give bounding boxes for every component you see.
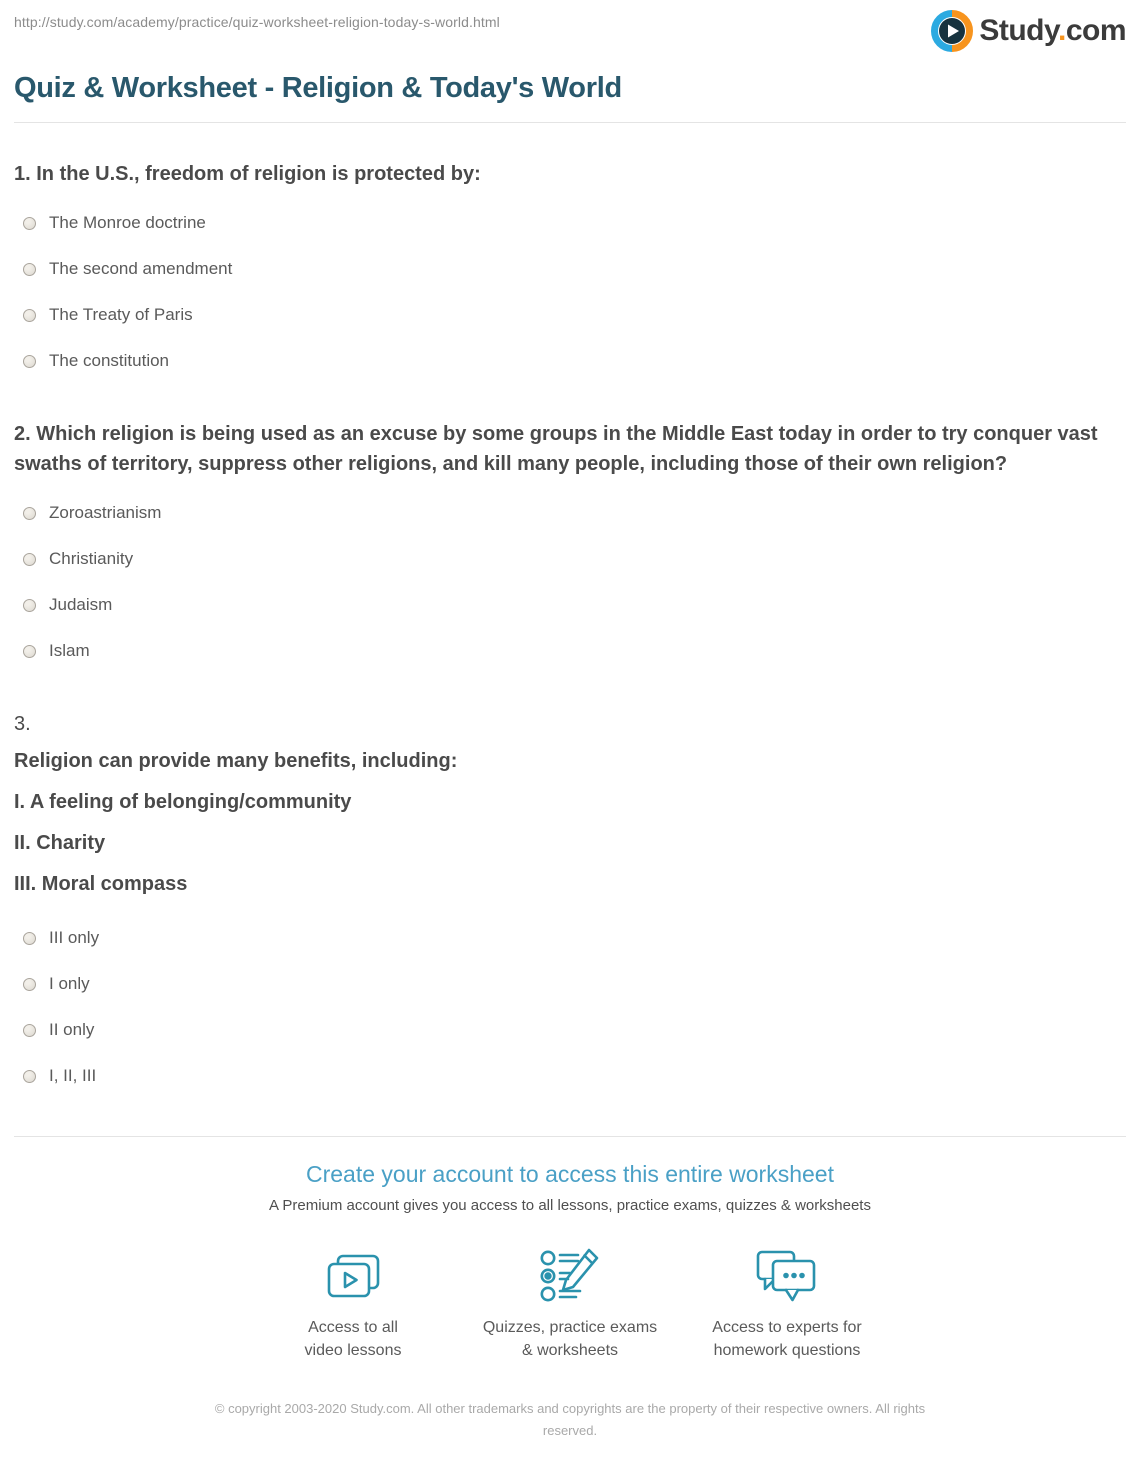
signup-subheading: A Premium account gives you access to all lessons, practice exams, quizzes & worksheets: [269, 1197, 871, 1214]
option-treaty-of-paris[interactable]: [23, 305, 1126, 325]
option-label: The Treaty of Paris: [49, 305, 193, 324]
signup-heading: Create your account to access this entire worksheet: [306, 1161, 834, 1187]
option-zoroastrianism[interactable]: [23, 503, 1126, 523]
footer-divider: [14, 1136, 1126, 1137]
feature-quizzes-worksheets: [462, 1252, 679, 1362]
study-logo-icon: [931, 10, 973, 52]
radio-button[interactable]: [23, 645, 36, 658]
page-title: Quiz & Worksheet - Religion & Today's World: [14, 72, 622, 104]
question-3-item-2: II. Charity: [14, 832, 106, 854]
radio-button[interactable]: [23, 263, 36, 276]
radio-button[interactable]: [23, 507, 36, 520]
option-i-ii-iii[interactable]: [23, 1066, 1126, 1086]
study-logo[interactable]: [931, 10, 1126, 52]
radio-button[interactable]: [23, 932, 36, 945]
radio-button[interactable]: [23, 309, 36, 322]
option-constitution[interactable]: [23, 351, 1126, 371]
option-i-only[interactable]: [23, 974, 1126, 994]
option-label: I only: [49, 974, 90, 993]
option-label: The constitution: [49, 351, 170, 370]
question-3-statement: Religion can provide many benefits, including:: [14, 750, 458, 772]
option-label: The Monroe doctrine: [49, 213, 206, 232]
question-3-options: [14, 928, 1126, 1086]
question-2-options: [14, 503, 1126, 661]
feature-homework-experts: [679, 1252, 896, 1362]
title-divider: [14, 122, 1126, 123]
quiz-worksheet-icon: [539, 1252, 601, 1304]
feature-video-lessons: [245, 1252, 462, 1362]
study-logo-text: Study.com: [979, 14, 1126, 47]
question-1-options: [14, 213, 1126, 371]
question-3-number: 3.: [14, 713, 31, 735]
option-iii-only[interactable]: [23, 928, 1126, 948]
question-3: [14, 709, 1126, 1086]
chat-experts-icon: [756, 1252, 818, 1304]
video-lessons-icon: [325, 1252, 381, 1304]
copyright-notice: © copyright 2003-2020 Study.com. All other trademarks and copyrights are the property of their respective owners. All rights reserved.: [214, 1401, 926, 1438]
feature-label: Access to all video lessons: [304, 1319, 402, 1360]
option-ii-only[interactable]: [23, 1020, 1126, 1040]
question-1: [14, 159, 1126, 371]
radio-button[interactable]: [23, 1070, 36, 1083]
option-second-amendment[interactable]: [23, 259, 1126, 279]
option-label: III only: [49, 928, 100, 947]
question-2: [14, 419, 1126, 661]
option-judaism[interactable]: [23, 595, 1126, 615]
logo-dot: .: [1057, 14, 1066, 47]
radio-button[interactable]: [23, 217, 36, 230]
question-3-item-3: III. Moral compass: [14, 873, 188, 895]
option-label: Islam: [49, 641, 90, 660]
page-header: [14, 0, 1126, 52]
feature-label: Quizzes, practice exams & worksheets: [482, 1319, 658, 1360]
option-label: Zoroastrianism: [49, 503, 162, 522]
page-url: http://study.com/academy/practice/quiz-worksheet-religion-today-s-world.html: [14, 14, 500, 30]
option-label: II only: [49, 1020, 95, 1039]
radio-button[interactable]: [23, 553, 36, 566]
option-christianity[interactable]: [23, 549, 1126, 569]
radio-button[interactable]: [23, 599, 36, 612]
radio-button[interactable]: [23, 355, 36, 368]
question-2-heading: 2. Which religion is being used as an excuse by some groups in the Middle East today in order to try conquer vast swaths of territory, suppress other religions, and kill many people, including those of their own religion?: [14, 423, 1098, 475]
option-label: I, II, III: [49, 1066, 97, 1085]
option-label: The second amendment: [49, 259, 233, 278]
signup-promo: [14, 1161, 1126, 1362]
feature-label: Access to experts for homework questions: [712, 1319, 862, 1360]
option-label: Judaism: [49, 595, 113, 614]
question-3-item-1: I. A feeling of belonging/community: [14, 791, 352, 813]
radio-button[interactable]: [23, 1024, 36, 1037]
option-label: Christianity: [49, 549, 134, 568]
radio-button[interactable]: [23, 978, 36, 991]
features-row: [14, 1252, 1126, 1362]
option-islam[interactable]: [23, 641, 1126, 661]
question-1-heading: 1. In the U.S., freedom of religion is protected by:: [14, 163, 481, 185]
option-monroe-doctrine[interactable]: [23, 213, 1126, 233]
